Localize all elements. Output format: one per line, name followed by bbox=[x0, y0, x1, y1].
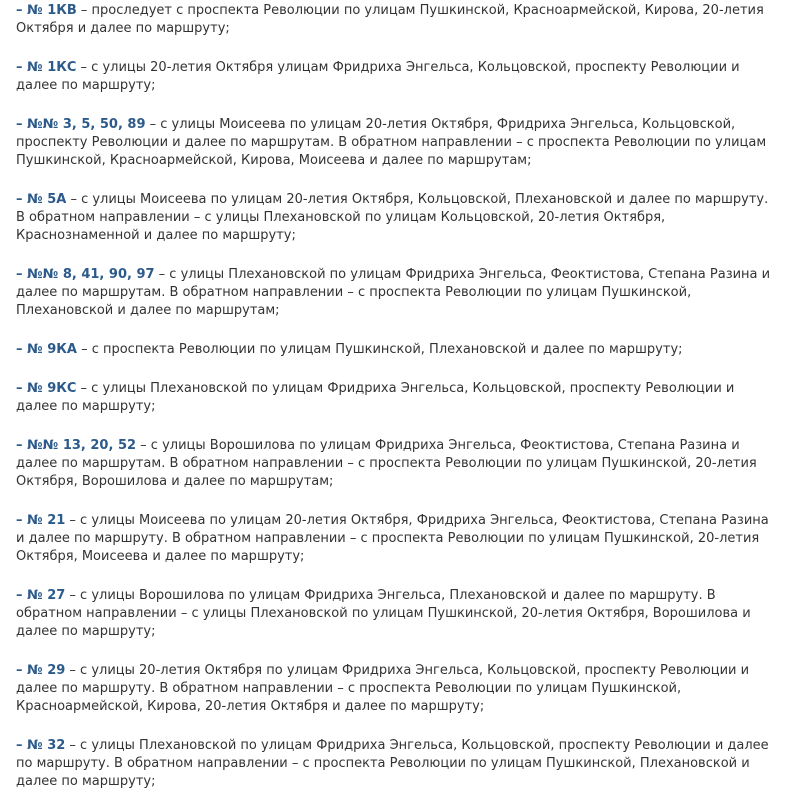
route-description: – с улицы Ворошилова по улицам Фридриха Энгельса, Плехановской и далее по маршруту. В обратном направлении – с улицы Плехановской по улицам Пушкинской, 20-летия Октября, Ворошилова и далее по маршруту; bbox=[16, 588, 751, 639]
route-item-32 bbox=[16, 737, 775, 791]
route-item-13-20-52 bbox=[16, 437, 775, 491]
route-number: – № 32 bbox=[16, 738, 66, 753]
route-number: – № 29 bbox=[16, 663, 66, 678]
route-number: – №№ 3, 5, 50, 89 bbox=[16, 117, 146, 132]
route-item-1kv bbox=[16, 2, 775, 38]
route-item-5a bbox=[16, 191, 775, 245]
route-number: – № 1КВ bbox=[16, 3, 77, 18]
route-number: – №№ 8, 41, 90, 97 bbox=[16, 267, 155, 282]
route-item-3-5-50-89 bbox=[16, 116, 775, 170]
route-description: – с улицы Моисеева по улицам 20-летия Октября, Фридриха Энгельса, Кольцовской, проспекту Революции и далее по маршрутам. В обратном направлении – с проспекта Революции по улицам Пушкинской, Красноармейской, Кирова, Моисеева и далее по маршрутам; bbox=[16, 117, 767, 168]
route-description: – с улицы 20-летия Октября улицам Фридриха Энгельса, Кольцовской, проспекту Революции и далее по маршруту; bbox=[16, 60, 740, 93]
route-item-21 bbox=[16, 512, 775, 566]
route-description: – с улицы Моисеева по улицам 20-летия Октября, Фридриха Энгельса, Феоктистова, Степана Разина и далее по маршруту. В обратном направлении – с проспекта Революции по улицам Пушкинской, 20-летия Октября, Моисеева и далее по маршруту; bbox=[16, 513, 769, 564]
route-item-9ks bbox=[16, 380, 775, 416]
route-item-9ka bbox=[16, 341, 775, 359]
route-description: – с улицы Плехановской по улицам Фридриха Энгельса, Кольцовской, проспекту Революции и далее по маршруту. В обратном направлении – с проспекта Революции по улицам Пушкинской, Плехановской и далее по маршруту; bbox=[16, 738, 769, 789]
route-item-1ks bbox=[16, 59, 775, 95]
route-item-29 bbox=[16, 662, 775, 716]
route-item-8-41-90-97 bbox=[16, 266, 775, 320]
route-number: – № 9КА bbox=[16, 342, 77, 357]
route-number: – № 5А bbox=[16, 192, 67, 207]
route-description: – с улицы Плехановской по улицам Фридриха Энгельса, Феоктистова, Степана Разина и далее по маршрутам. В обратном направлении – с проспекта Революции по улицам Пушкинской, Плехановской и далее по маршрутам; bbox=[16, 267, 771, 318]
route-number: – № 9КС bbox=[16, 381, 77, 396]
route-description: – с улицы Моисеева по улицам 20-летия Октября, Кольцовской, Плехановской и далее по маршруту. В обратном направлении – с улицы Плехановской по улицам Кольцовской, 20-летия Октября, Краснознаменной и далее по маршруту; bbox=[16, 192, 769, 243]
route-description: – с улицы Плехановской по улицам Фридриха Энгельса, Кольцовской, проспекту Революции и далее по маршруту; bbox=[16, 381, 735, 414]
route-description: – с проспекта Революции по улицам Пушкинской, Плехановской и далее по маршруту; bbox=[76, 342, 683, 357]
route-item-27 bbox=[16, 587, 775, 641]
route-description: – с улицы Ворошилова по улицам Фридриха Энгельса, Феоктистова, Степана Разина и далее по маршрутам. В обратном направлении – с проспекта Революции по улицам Пушкинской, 20-летия Октября, Ворошилова и далее по маршрутам; bbox=[16, 438, 757, 489]
route-number: – №№ 13, 20, 52 bbox=[16, 438, 137, 453]
route-number: – № 27 bbox=[16, 588, 66, 603]
route-number: – № 1КС bbox=[16, 60, 77, 75]
route-description: – с улицы 20-летия Октября по улицам Фридриха Энгельса, Кольцовской, проспекту Революции и далее по маршруту. В обратном направлении – с проспекта Революции по улицам Пушкинской, Красноармейской, Кирова, 20-летия Октября и далее по маршруту; bbox=[16, 663, 750, 714]
route-number: – № 21 bbox=[16, 513, 66, 528]
route-description: – проследует с проспекта Революции по улицам Пушкинской, Красноармейской, Кирова, 20-летия Октября и далее по маршруту; bbox=[16, 3, 764, 36]
